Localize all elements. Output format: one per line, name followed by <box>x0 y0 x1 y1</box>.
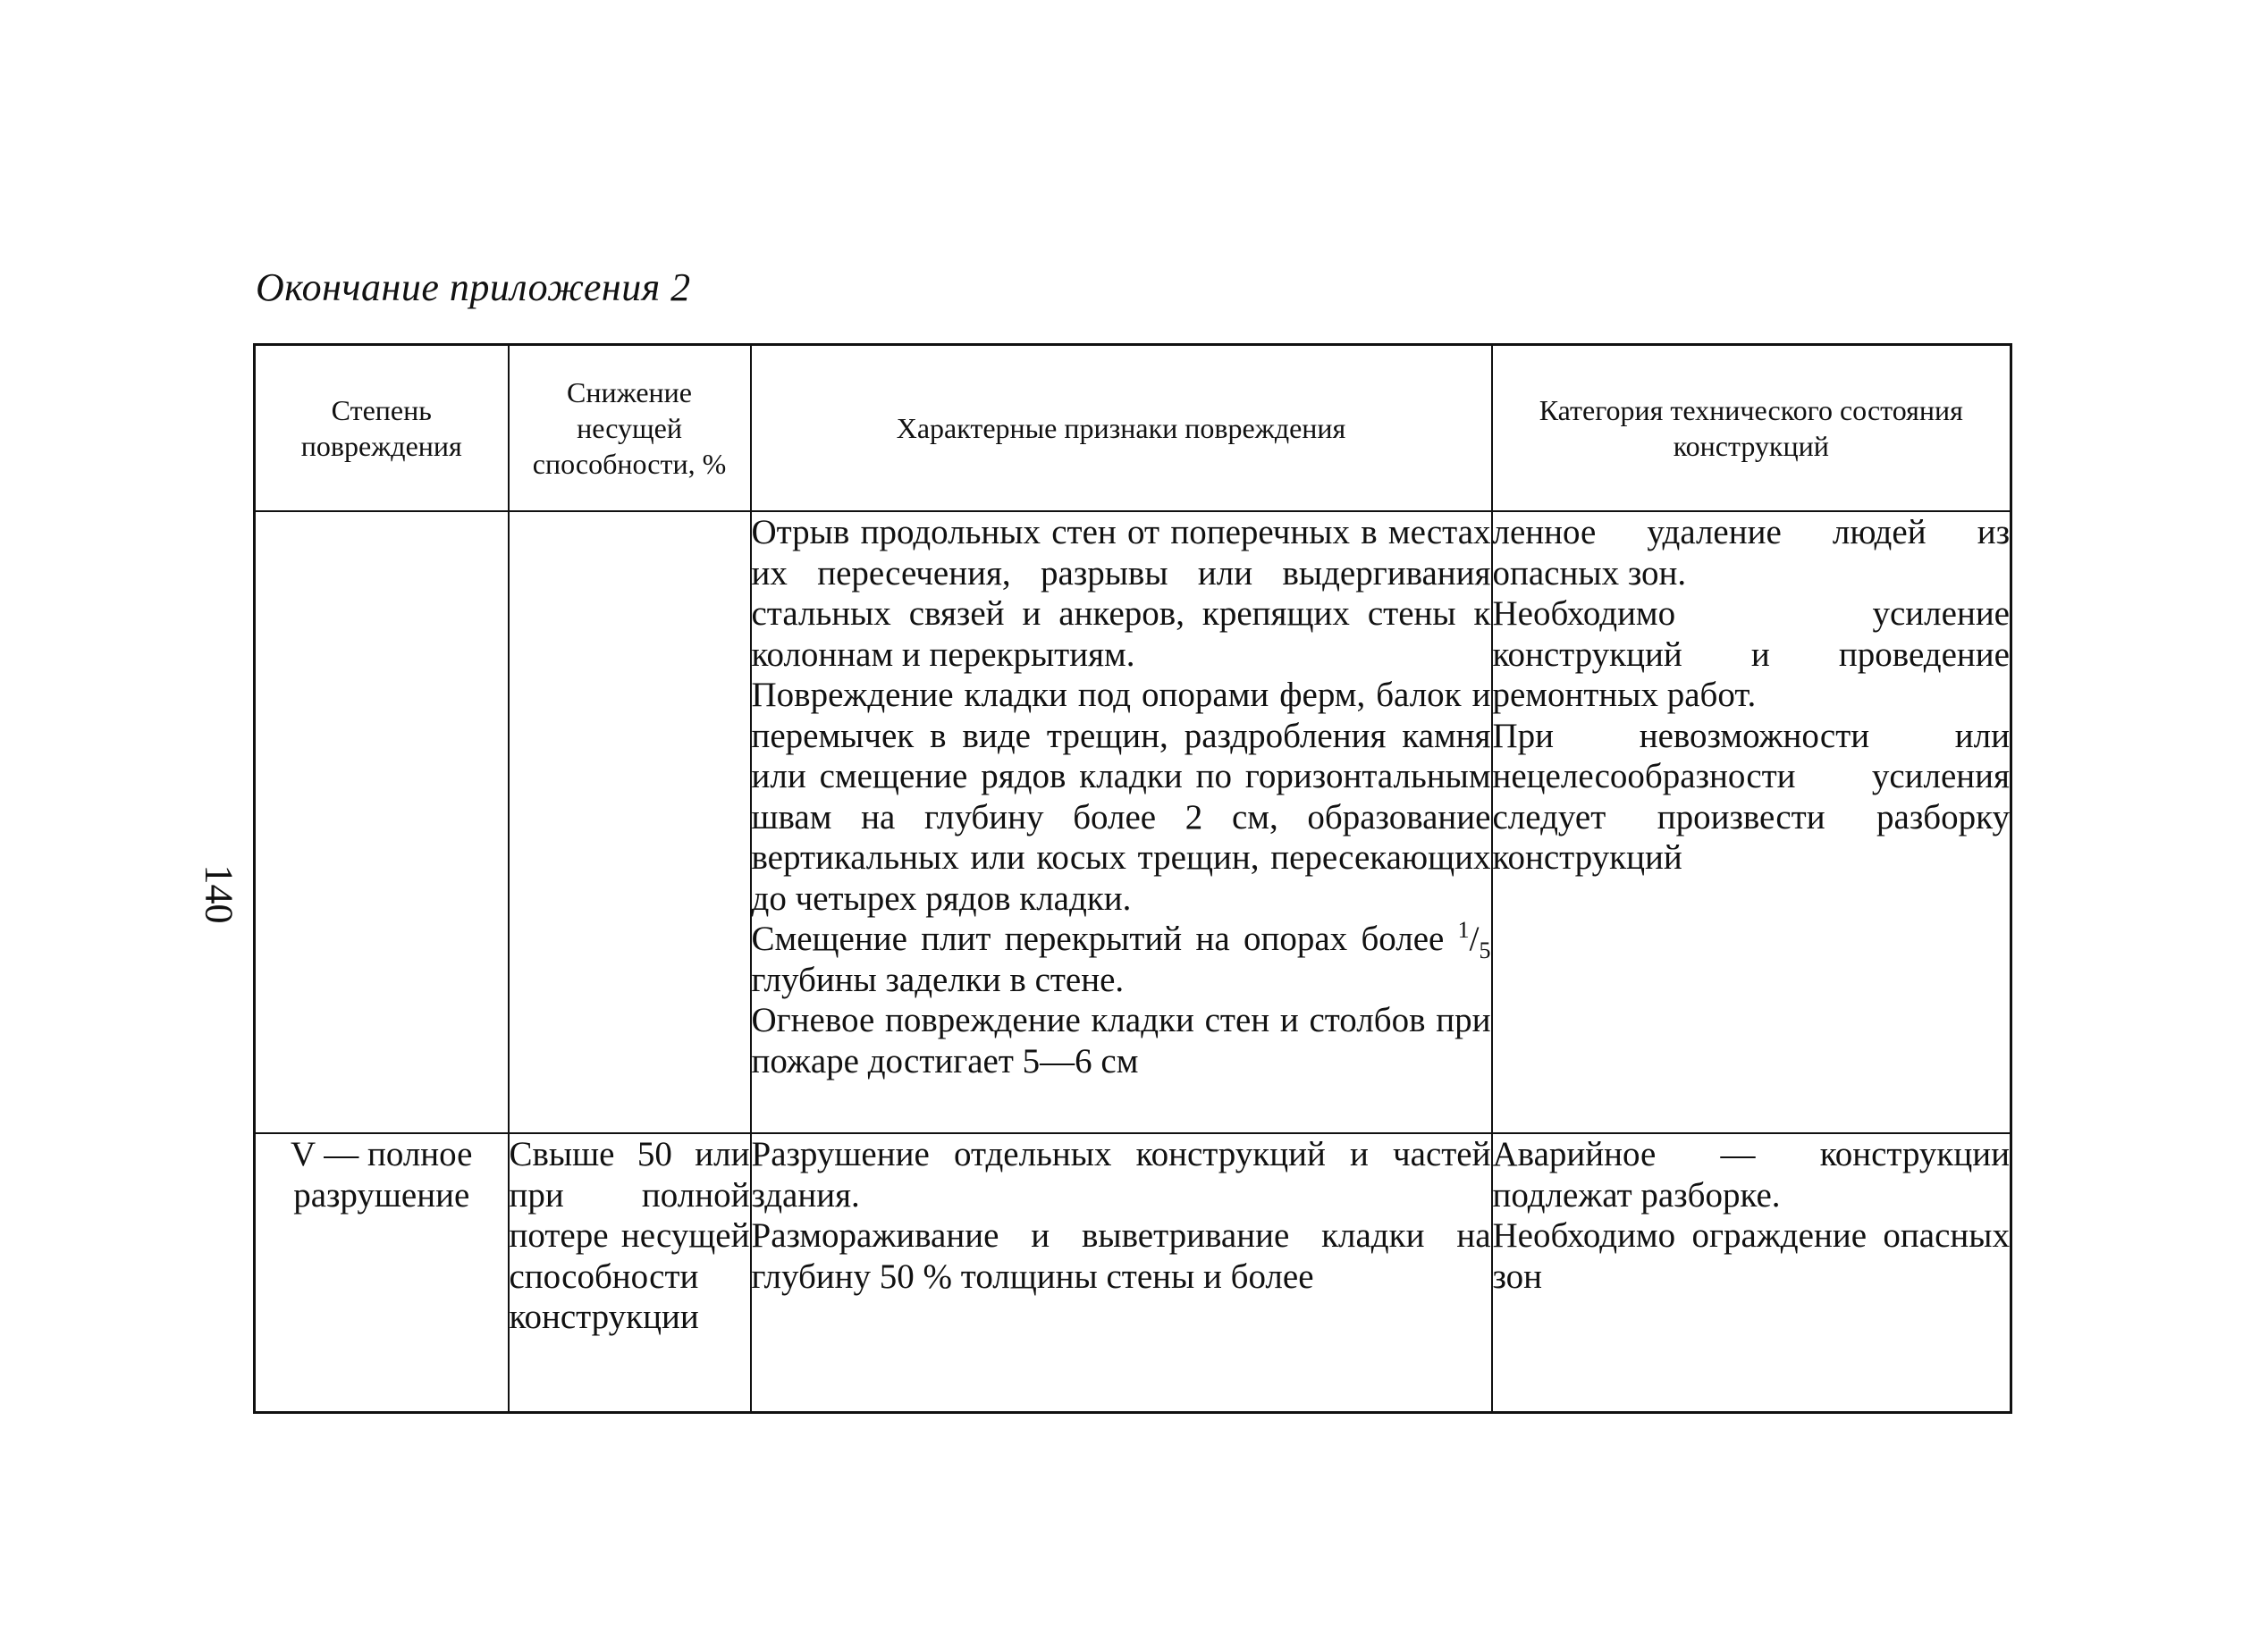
sign-paragraph: Повреждение кладки под опорами ферм, балок и перемычек в виде трещин, раздробления камня или смещение рядов кладки по горизонтальным швам на глубину более 2 см, образование вертикальных или косых трещин, пересекающих до четырех рядов кладки. <box>751 676 1491 918</box>
appendix-caption: Окончание приложения 2 <box>256 265 691 309</box>
cell-category <box>1492 511 2011 1133</box>
table-header-row <box>255 345 2011 512</box>
page-number: 140 <box>197 864 241 924</box>
sign-paragraph: Отрыв продольных стен от поперечных в местах их пересечения, разрывы или выдергивания стальных связей и анкеров, крепящих стены к колоннам и перекрытиям. <box>751 513 1491 674</box>
header-reduction <box>509 345 751 512</box>
cell-degree <box>255 511 509 1133</box>
category-paragraph: Аварийное — конструкции подлежат разборке. <box>1492 1135 2010 1215</box>
category-paragraph: Необходимо ограждение опасных зон <box>1492 1216 2010 1296</box>
sign-text: глубины заделки в стене. <box>751 960 1125 999</box>
header-degree <box>255 345 509 512</box>
cell-category <box>1492 1133 2011 1413</box>
category-paragraph: ленное удаление людей из опасных зон. <box>1492 513 2010 593</box>
cell-reduction <box>509 511 751 1133</box>
cell-reduction <box>509 1133 751 1413</box>
header-category <box>1492 345 2011 512</box>
sign-paragraph: Размораживание и выветривание кладки на глубину 50 % толщины стены и более <box>751 1216 1491 1296</box>
header-degree-label: Степень повреждения <box>300 394 462 462</box>
header-signs-label: Характерные признаки повреждения <box>896 412 1346 444</box>
category-paragraph: При невозможности или нецелесообразности усиления следует произвести разборку конструкций <box>1492 716 2010 877</box>
cell-signs <box>751 1133 1492 1413</box>
sign-paragraph: Разрушение отдельных конструкций и частей здания. <box>751 1135 1491 1215</box>
fraction-numerator: 1 <box>1457 917 1470 943</box>
damage-table <box>253 343 2012 1414</box>
header-reduction-label: Снижение несущей способности, % <box>532 376 727 480</box>
header-signs <box>751 345 1492 512</box>
sign-paragraph <box>752 919 1491 1000</box>
cell-degree <box>255 1133 509 1413</box>
cell-signs <box>751 511 1492 1133</box>
reduction-text: Свыше 50 или при полной потере несущей способности конструкции <box>509 1135 750 1336</box>
category-paragraph: Необходимо усиление конструкций и проведение ремонтных работ. <box>1492 594 2010 714</box>
fraction: $^1/_5$ <box>1457 917 1491 963</box>
header-category-label: Категория технического состояния конструкций <box>1539 394 1963 462</box>
table-row <box>255 1133 2011 1413</box>
table-row <box>255 511 2011 1133</box>
sign-paragraph: Огневое повреждение кладки стен и столбов при пожаре достигает 5—6 см <box>751 1001 1491 1080</box>
fraction-denominator: 5 <box>1479 937 1491 963</box>
sign-text: Смещение плит перекрытий на опорах более <box>751 920 1445 958</box>
degree-text: V — полное разрушение <box>291 1135 473 1215</box>
